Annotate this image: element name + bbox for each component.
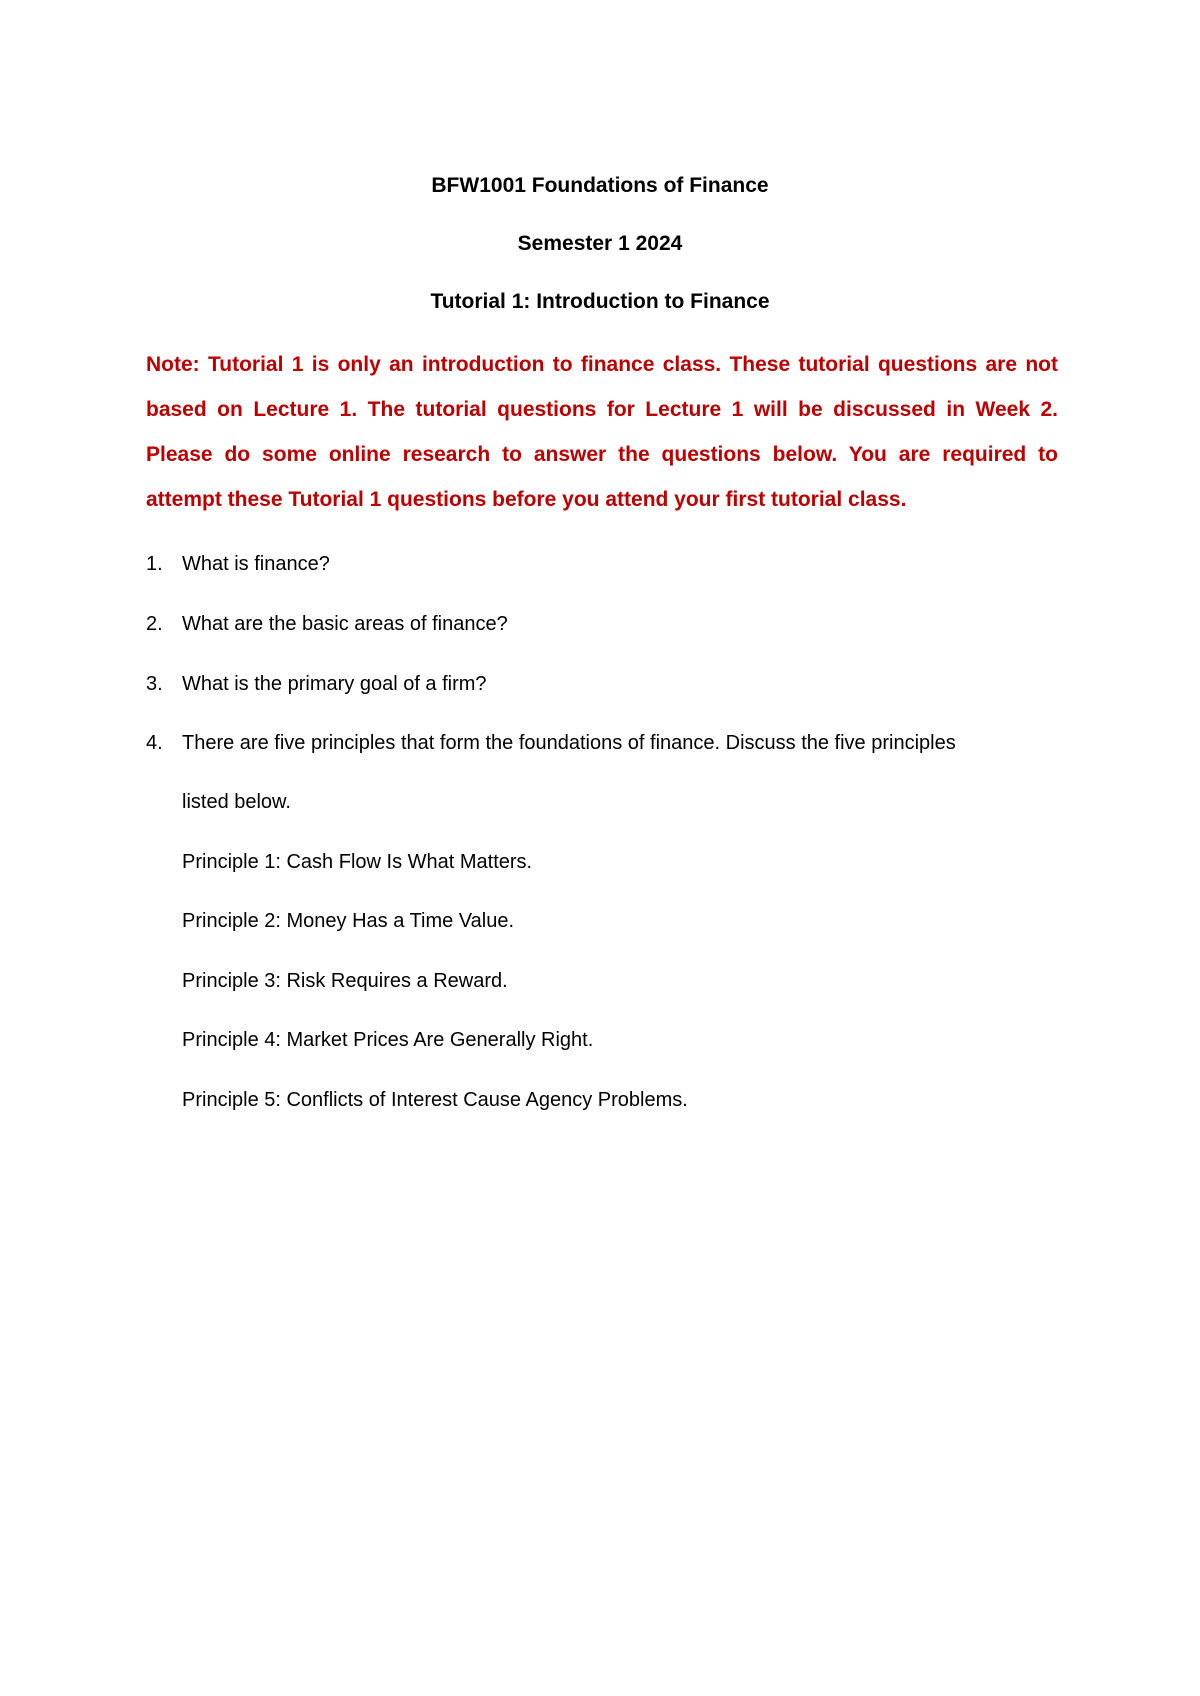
- tutorial-title: Tutorial 1: Introduction to Finance: [430, 290, 770, 313]
- question-number: 1.: [146, 553, 163, 575]
- semester-title: Semester 1 2024: [517, 232, 683, 255]
- principle-item: Principle 4: Market Prices Are Generally Right.: [182, 1029, 594, 1051]
- question-text: What is the primary goal of a firm?: [182, 673, 487, 695]
- question-number: 2.: [146, 613, 163, 635]
- question-number: 4.: [146, 732, 163, 754]
- principle-item: Principle 2: Money Has a Time Value.: [182, 910, 515, 932]
- question-text: There are five principles that form the foundations of finance. Discuss the five principles: [182, 732, 956, 754]
- question-continuation: listed below.: [182, 791, 291, 813]
- tutorial-note: Note: Tutorial 1 is only an introduction to finance class. These tutorial questions are not based on Lecture 1. The tutorial questions for Lecture 1 will be discussed in Week 2. Please do some online research to answer the questions below. You are required to attempt these Tutorial 1 questions before you attend your first tutorial class.: [146, 353, 1058, 511]
- question-number: 3.: [146, 673, 163, 695]
- principle-item: Principle 3: Risk Requires a Reward.: [182, 970, 508, 992]
- question-text: What are the basic areas of finance?: [182, 613, 508, 635]
- principle-item: Principle 5: Conflicts of Interest Cause Agency Problems.: [182, 1089, 688, 1111]
- question-text: What is finance?: [182, 553, 330, 575]
- principle-item: Principle 1: Cash Flow Is What Matters.: [182, 851, 533, 873]
- course-title: BFW1001 Foundations of Finance: [431, 174, 769, 197]
